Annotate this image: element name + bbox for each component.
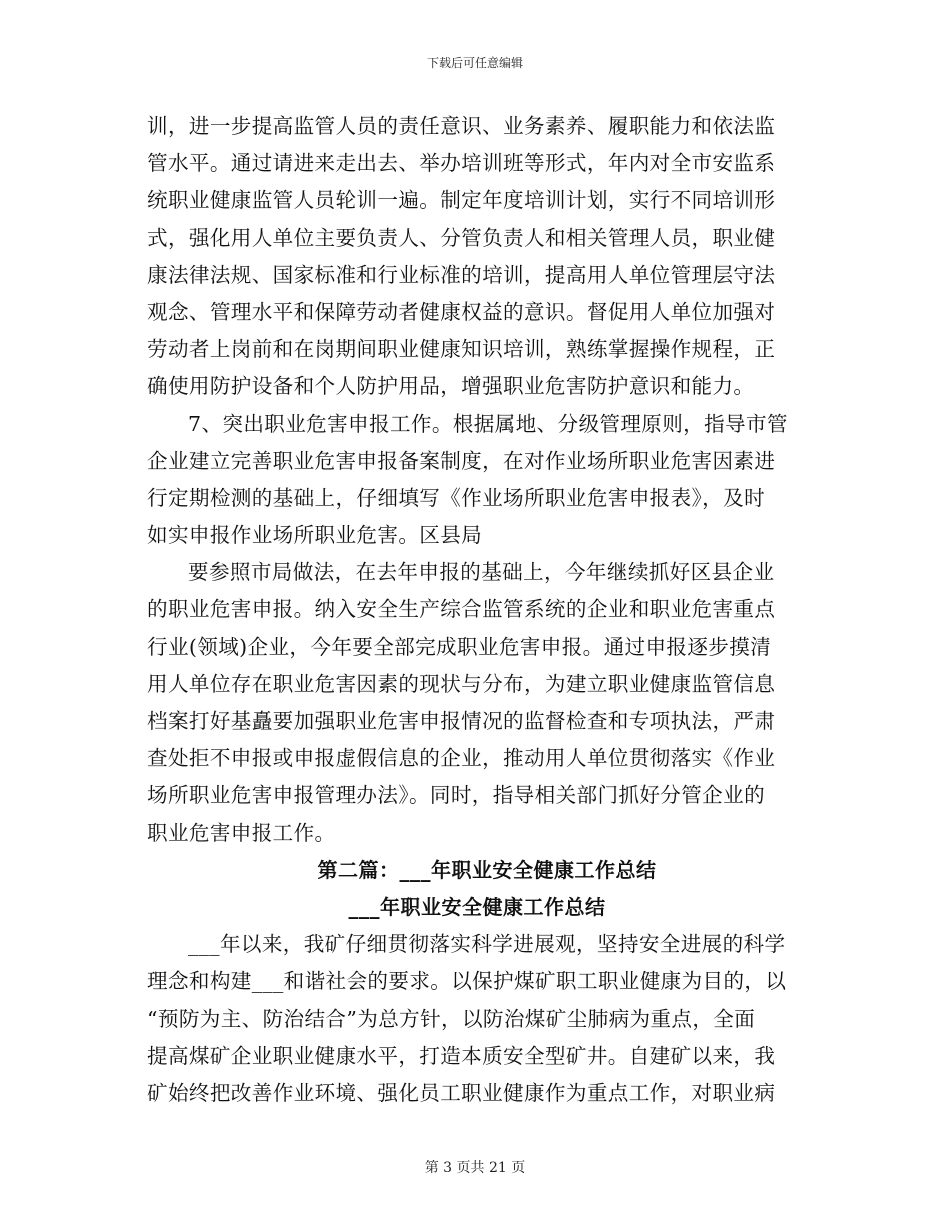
text-line: 康法律法规、国家标准和行业标准的培训，提高用人单位管理层守法 <box>147 262 776 287</box>
text-line: 行定期检测的基础上，仔细填写《作业场所职业危害申报表》，及时 <box>147 485 766 510</box>
section-title: ___年职业安全健康工作总结 <box>348 894 606 919</box>
text-line: 管水平。通过请进来走出去、举办培训班等形式，年内对全市安监系 <box>147 151 776 176</box>
text-line: 矿始终把改善作业环境、强化员工职业健康作为重点工作，对职业病 <box>147 1080 776 1105</box>
text-line: “预防为主、防治结合”为总方针，以防治煤矿尘肺病为重点，全面 <box>147 1006 756 1031</box>
text-line: 场所职业危害申报管理办法》。同时，指导相关部门抓好分管企业的 <box>147 783 766 808</box>
text-line: 行业(领域)企业，今年要全部完成职业危害申报。通过申报逐步摸清 <box>147 634 772 659</box>
text-line: 用人单位存在职业危害因素的现状与分布，为建立职业健康监管信息 <box>147 671 776 696</box>
text-line: 提高煤矿企业职业健康水平，打造本质安全型矿井。自建矿以来，我 <box>147 1043 776 1068</box>
page-footer: 第 3 页共 21 页 <box>424 1160 526 1176</box>
text-line: 劳动者上岗前和在岗期间职业健康知识培训，熟练掌握操作规程，正 <box>147 337 776 362</box>
text-line: 档案打好基矗要加强职业危害申报情况的监督检查和专项执法，严肃 <box>147 709 776 733</box>
text-line: 理念和构建___和谐社会的要求。以保护煤矿职工职业健康为目的，以 <box>147 969 787 994</box>
text-line: 要参照市局做法，在去年申报的基础上，今年继续抓好区县企业 <box>188 560 775 585</box>
text-line: 如实申报作业场所职业危害。区县局 <box>147 523 483 548</box>
text-line: 确使用防护设备和个人防护用品，增强职业危害防护意识和能力。 <box>147 374 755 399</box>
document-body <box>147 108 807 1112</box>
text-line: 7、突出职业危害申报工作。根据属地、分级管理原则，指导市管 <box>188 411 788 436</box>
text-line: 企业建立完善职业危害申报备案制度，在对作业场所职业危害因素进 <box>147 448 776 473</box>
text-line: 观念、管理水平和保障劳动者健康权益的意识。督促用人单位加强对 <box>147 299 776 324</box>
page-header: 下载后可任意编辑 <box>426 56 523 70</box>
text-line: 职业危害申报工作。 <box>147 820 336 845</box>
text-line: 统职业健康监管人员轮训一遍。制定年度培训计划，实行不同培训形 <box>147 188 776 213</box>
text-line: ___年以来，我矿仔细贯彻落实科学进展观，坚持安全进展的科学 <box>188 932 786 957</box>
text-line: 训，进一步提高监管人员的责任意识、业务素养、履职能力和依法监 <box>147 114 776 138</box>
chapter-heading: 第二篇：___年职业安全健康工作总结 <box>317 857 657 882</box>
text-line: 查处拒不申报或申报虚假信息的企业，推动用人单位贯彻落实《作业 <box>147 746 776 771</box>
text-line: 式，强化用人单位主要负责人、分管负责人和相关管理人员，职业健 <box>147 225 776 250</box>
text-line: 的职业危害申报。纳入安全生产综合监管系统的企业和职业危害重点 <box>147 597 776 622</box>
